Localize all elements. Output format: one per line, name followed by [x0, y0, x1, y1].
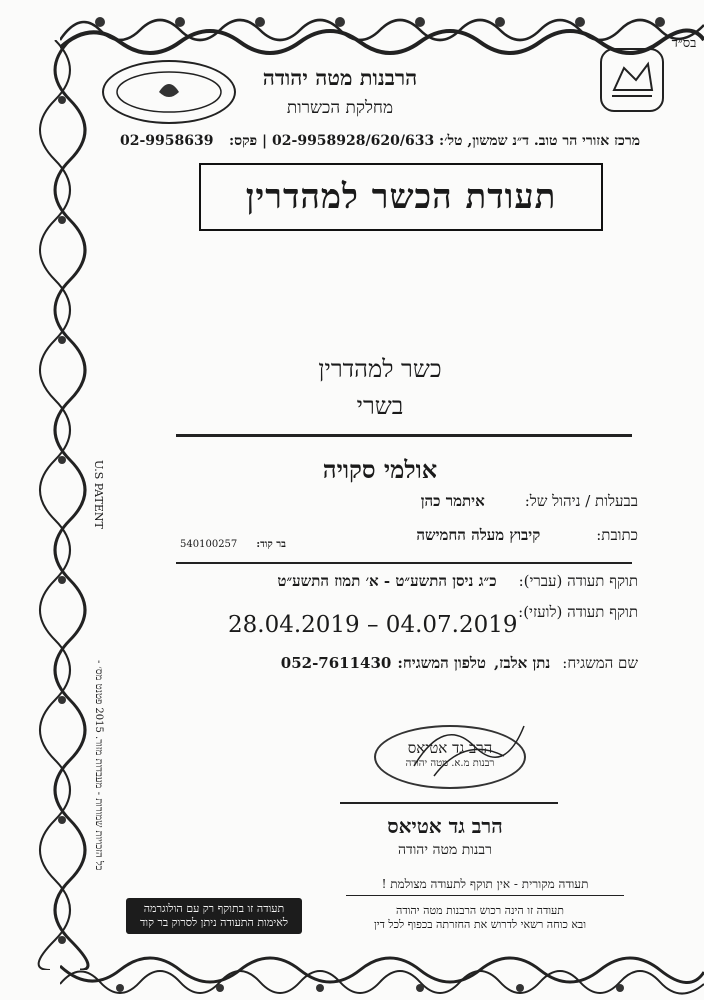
barcode-label: בר קוד: — [256, 539, 286, 550]
stamp-subtext: רבנות מ.א. מטה יהודה — [405, 758, 495, 769]
rabbi-name: הרב גד אטיאס — [387, 814, 503, 838]
org-name: הרבנות מטה יהודה — [262, 65, 418, 90]
business-name: אולמי סקויה — [322, 455, 438, 484]
rabbinate-emblem-icon — [600, 48, 664, 112]
fax-number: 02-9958639 — [120, 133, 214, 149]
original-warning: תעודה מקורית - אין תוקף לתעודה מצולמת ! — [381, 877, 589, 891]
owner-row — [421, 492, 638, 511]
property-notice — [330, 904, 630, 932]
validity-gregorian-value: 28.04.2019 – 04.07.2019 — [228, 612, 518, 638]
signature-line — [340, 802, 558, 804]
address-value: קיבוץ מעלה החמישה — [416, 526, 541, 544]
supervisor-phone-label: טלפון המשגיח: — [397, 654, 486, 672]
address-row — [416, 526, 638, 545]
kosher-level: כשר למהדרין — [318, 355, 442, 383]
divider — [176, 562, 632, 564]
contact-text: מרכז אזורי הר טוב. ד״נ שמשון, טל׳: 02-9958928/620/633 | פקס: — [228, 133, 640, 149]
supervisor-label: שם המשגיח: — [562, 654, 638, 672]
ornamental-border-bottom — [60, 954, 704, 1000]
rabbi-title: רבנות מטה יהודה — [397, 842, 493, 858]
validity-gregorian-label: תוקף תעודה (לועזי): — [518, 603, 638, 621]
us-patent-text: U.S PATENT — [92, 460, 105, 529]
hologram-notice — [126, 898, 302, 934]
supervisor-phone-value: 052-7611430 — [280, 654, 392, 672]
owner-value: איתמר כהן — [420, 492, 485, 510]
barcode-value: 540100257 — [180, 539, 238, 550]
validity-hebrew-value: כ״ג ניסן התשע״ט - א׳ תמוז התשע״ט — [277, 572, 497, 590]
barcode-row — [176, 532, 286, 551]
return-line: ובא כוחה רשאי לדרוש את החזרתה בכפוף לכל דין — [373, 918, 587, 931]
bsd-mark: בס״ד — [671, 36, 697, 51]
ornamental-border-left — [0, 40, 100, 970]
address-label: כתובת: — [596, 526, 638, 544]
owner-label: בבעלות / ניהול של: — [524, 492, 638, 510]
hologram-line-2: לאימות התעודה ניתן לסרוק בר קוד — [139, 916, 289, 929]
divider — [176, 434, 632, 437]
validity-hebrew-row — [277, 572, 638, 591]
supervisor-value: נתן אלבז, — [493, 654, 551, 672]
ornamental-border-top — [60, 0, 704, 56]
department-name: מחלקת הכשרות — [286, 98, 394, 118]
stamp-text: הרב גד אטיאס — [407, 739, 493, 757]
supervisor-row — [281, 654, 638, 673]
hologram-line-1: תעודה זו בתוקף רק עם הולוגרמה — [143, 902, 285, 915]
signature-scribble — [404, 706, 534, 786]
validity-hebrew-label: תוקף תעודה (עברי): — [518, 572, 638, 590]
validity-gregorian-row — [518, 603, 638, 622]
certificate-title: תעודת הכשר למהדרין — [199, 163, 603, 231]
property-line: תעודה זו הינה רכוש הרבנות מטה יהודה — [396, 904, 564, 917]
contact-line — [120, 133, 640, 150]
side-rights-text: כל הזכויות שמורות - מעבדות מזור. 2015 פטנט מס׳ - — [93, 660, 104, 871]
divider — [346, 895, 624, 896]
kosher-type: בשרי — [356, 392, 404, 420]
